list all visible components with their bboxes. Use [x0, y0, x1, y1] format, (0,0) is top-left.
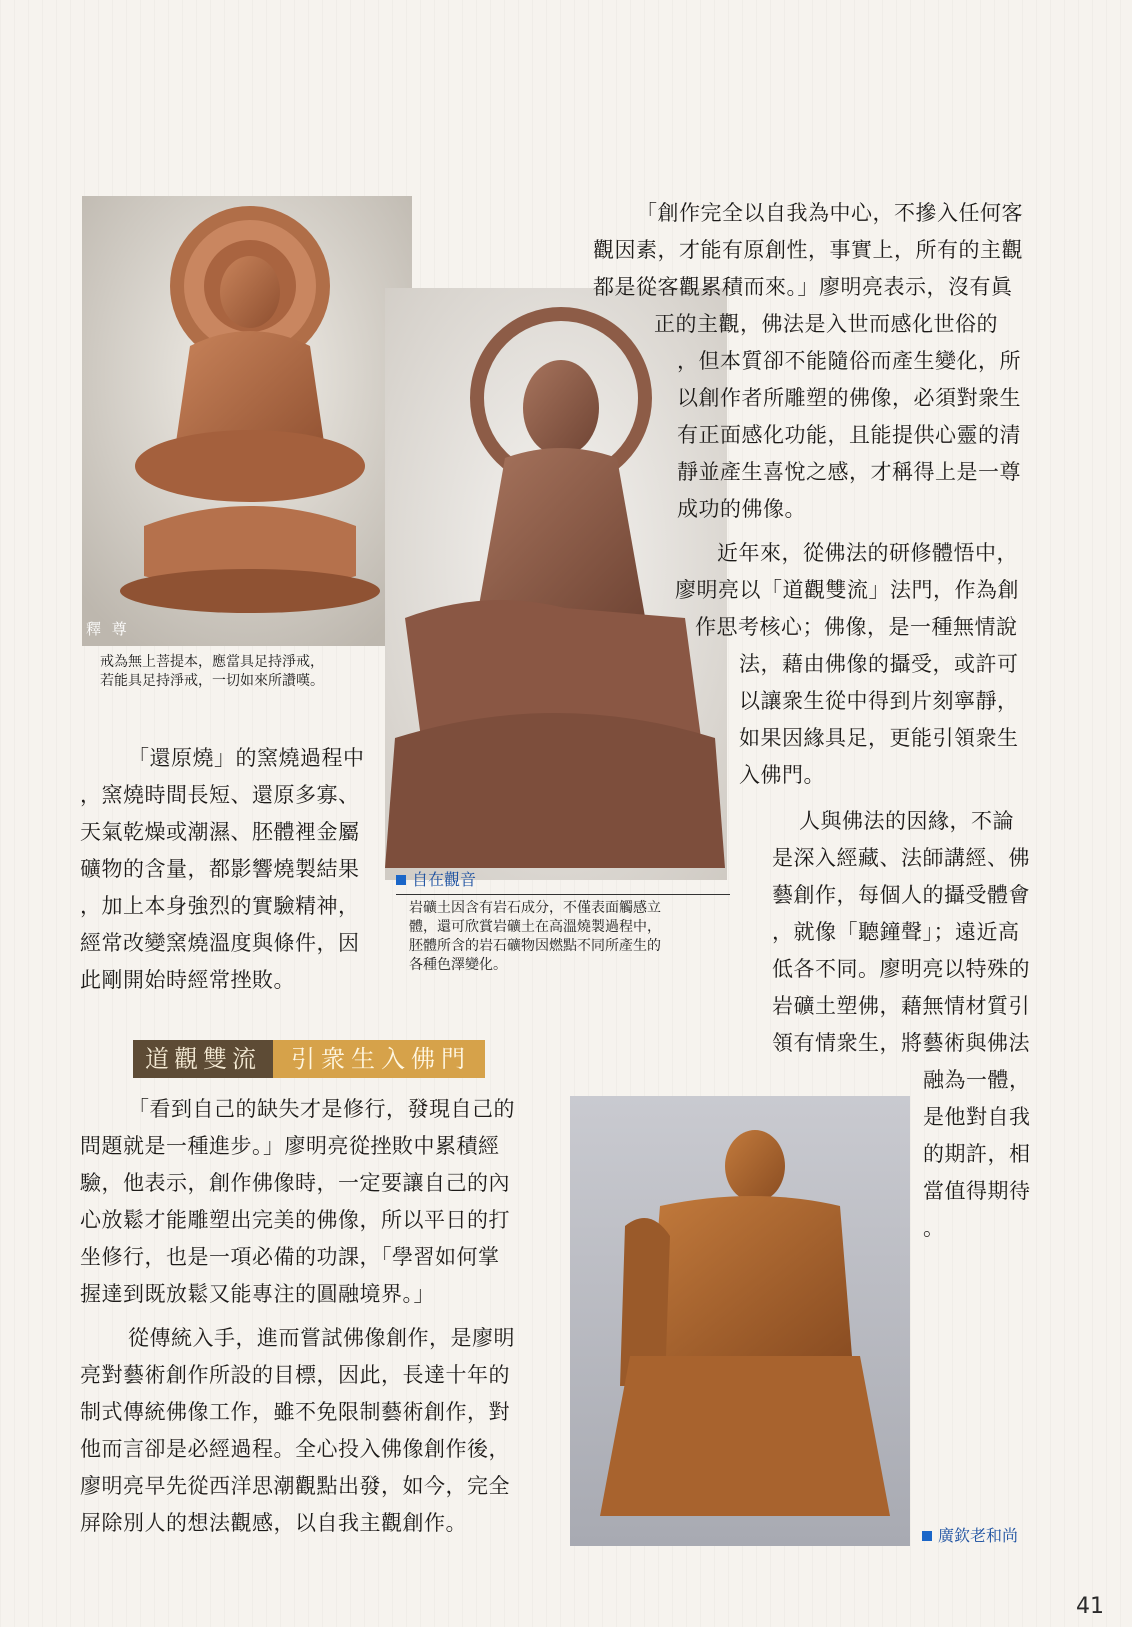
left-text-line: 礦物的含量，都影響燒製結果 [80, 857, 360, 881]
bottom-text-line: 問題就是一種進步。」廖明亮從挫敗中累積經 [80, 1134, 500, 1158]
right-text-line: 入佛門。 [739, 763, 825, 787]
right-text-line: 正的主觀，佛法是入世而感化世俗的 [654, 312, 998, 336]
left-text-line: ，加上本身強烈的實驗精神， [80, 894, 360, 918]
bottom-text-line: 亮對藝術創作所設的目標，因此，長達十年的 [80, 1363, 510, 1387]
left-text-line: 此剛開始時經常挫敗。 [80, 968, 295, 992]
right-text-line: 當值得期待 [923, 1179, 1031, 1203]
bottom-text-line: 握達到既放鬆又能專注的圓融境界。」 [80, 1282, 435, 1306]
bottom-text-line: 「看到自己的缺失才是修行，發現自己的 [128, 1097, 515, 1121]
heading-part1: 道觀雙流 [133, 1040, 273, 1078]
left-text-line: 經常改變窯燒溫度與條件，因 [80, 931, 360, 955]
right-text-line: 領有情衆生，將藝術與佛法 [772, 1031, 1030, 1055]
bottom-text-line: 坐修行，也是一項必備的功課，「學習如何掌 [80, 1245, 500, 1269]
photo2-title-text: 自在觀音 [412, 870, 477, 889]
photo2-title [396, 870, 476, 890]
right-text-line: 有正面感化功能，且能提供心靈的清 [677, 423, 1021, 447]
left-text-line: 「還原燒」的窯燒過程中 [128, 746, 365, 770]
right-text-line: 都是從客觀累積而來。」廖明亮表示，沒有眞 [593, 275, 1013, 299]
right-text-line: 岩礦土塑佛，藉無情材質引 [772, 994, 1030, 1018]
photo1-caption-line: 若能具足持淨戒，一切如來所讚嘆。 [100, 673, 324, 689]
bottom-text-line: 制式傳統佛像工作，雖不免限制藝術創作，對 [80, 1400, 510, 1424]
photo3-title [922, 1526, 1018, 1546]
square-bullet-icon [396, 875, 406, 885]
right-text-line: 觀因素，才能有原創性，事實上，所有的主觀 [593, 238, 1023, 262]
square-bullet-icon [922, 1531, 932, 1541]
left-text-line: 天氣乾燥或潮濕、胚體裡金屬 [80, 820, 360, 844]
right-text-line: 靜並產生喜悅之感，才稱得上是一尊 [677, 460, 1021, 484]
photo2-caption-line: 胚體所含的岩石礦物因燃點不同所產生的 [409, 938, 661, 954]
bottom-text-line: 驗，他表示，創作佛像時，一定要讓自己的內 [80, 1171, 510, 1195]
photo-buddha [82, 196, 412, 646]
bottom-text-line: 他而言卻是必經過程。全心投入佛像創作後， [80, 1437, 510, 1461]
right-text-line: 「創作完全以自我為中心，不摻入任何客 [636, 201, 1023, 225]
right-text-line: 以創作者所雕塑的佛像，必須對衆生 [677, 386, 1021, 410]
photo1-caption-line: 戒為無上菩提本，應當具足持淨戒， [100, 654, 324, 670]
right-text-line: 藝創作，每個人的攝受體會 [772, 883, 1030, 907]
bottom-text-line: 屏除別人的想法觀感，以自我主觀創作。 [80, 1511, 467, 1535]
page-number: 41 [1076, 1594, 1104, 1619]
heading-part2: 引衆生入佛門 [273, 1040, 485, 1078]
right-text-line: 如果因緣具足，更能引領衆生 [739, 726, 1019, 750]
right-text-line: 法，藉由佛像的攝受，或許可 [739, 652, 1019, 676]
right-text-line: ，就像「聽鐘聲」；遠近高 [772, 920, 1020, 944]
bottom-text-line: 從傳統入手，進而嘗試佛像創作，是廖明 [128, 1326, 515, 1350]
right-text-line: 。 [923, 1216, 945, 1240]
bottom-text-line: 廖明亮早先從西洋思潮觀點出發，如今，完全 [80, 1474, 510, 1498]
right-text-line: 成功的佛像。 [677, 497, 806, 521]
bottom-text-line: 心放鬆才能雕塑出完美的佛像，所以平日的打 [80, 1208, 510, 1232]
left-text-line: ，窯燒時間長短、還原多寡、 [80, 783, 360, 807]
photo-monk [570, 1096, 910, 1546]
right-text-line: 是深入經藏、法師講經、佛 [772, 846, 1030, 870]
right-text-line: 以讓衆生從中得到片刻寧靜， [739, 689, 1019, 713]
photo2-caption-line: 各種色澤變化。 [409, 957, 507, 973]
right-text-line: 人與佛法的因緣，不論 [799, 809, 1014, 833]
right-text-line: 廖明亮以「道觀雙流」法門，作為創 [675, 578, 1019, 602]
photo1-label: 釋 尊 [86, 620, 130, 638]
photo2-caption-line: 體，還可欣賞岩礦土在高溫燒製過程中， [409, 919, 661, 935]
caption-rule [396, 894, 730, 895]
right-text-line: 融為一體， [923, 1068, 1031, 1092]
right-text-line: 是他對自我 [923, 1105, 1031, 1129]
right-text-line: ，但本質卻不能隨俗而產生變化，所 [677, 349, 1021, 373]
photo2-caption-line: 岩礦土因含有岩石成分，不僅表面觸感立 [409, 900, 661, 916]
right-text-line: 的期許，相 [923, 1142, 1031, 1166]
photo3-title-text: 廣欽老和尚 [938, 1526, 1019, 1545]
right-text-line: 作思考核心；佛像，是一種無情說 [695, 615, 1018, 639]
right-text-line: 近年來，從佛法的研修體悟中， [717, 541, 1018, 565]
right-text-line: 低各不同。廖明亮以特殊的 [772, 957, 1030, 981]
section-heading [133, 1040, 485, 1078]
